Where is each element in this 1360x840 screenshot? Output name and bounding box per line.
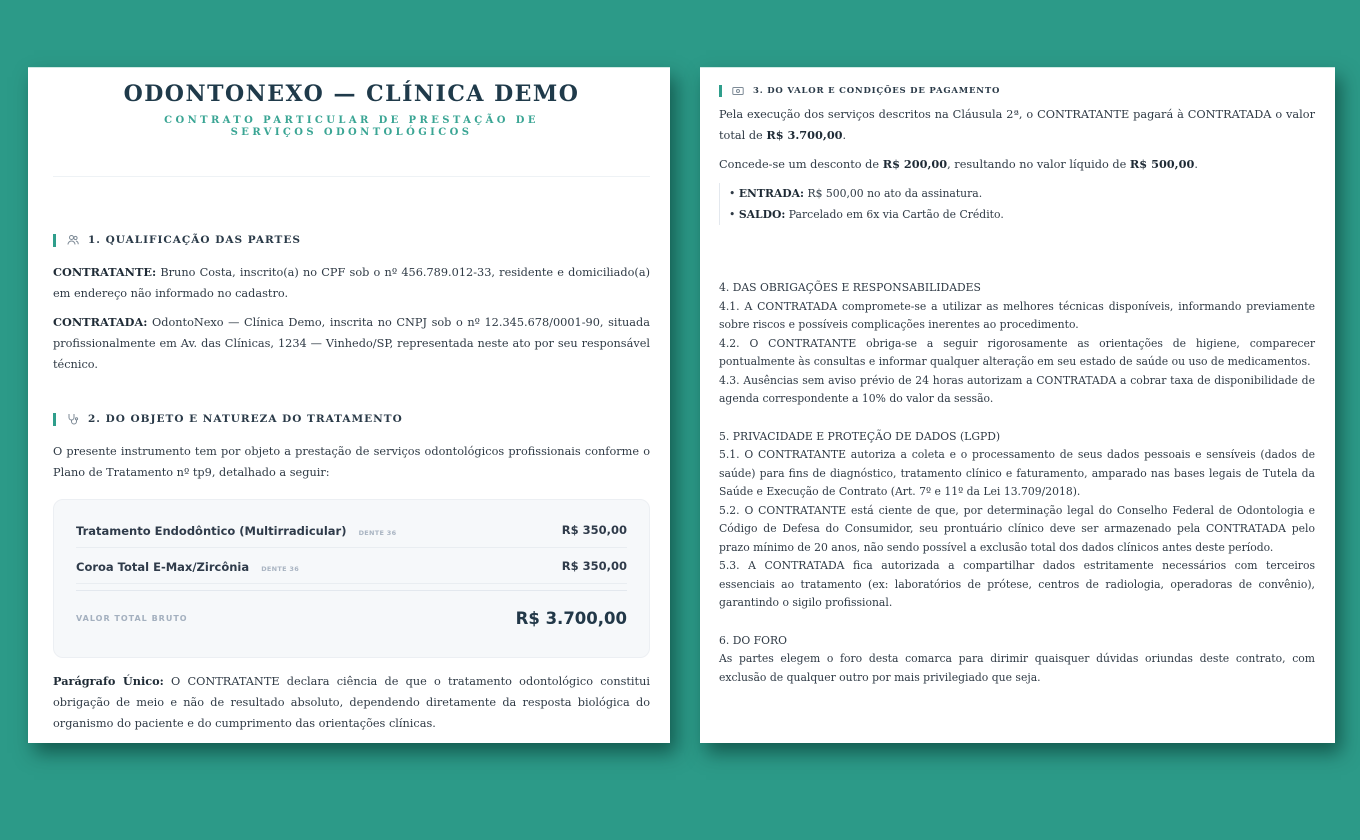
item-name: Coroa Total E-Max/Zircônia	[76, 560, 250, 574]
clause-item: 4.3. Ausências sem aviso prévio de 24 horas autorizam a CONTRATADA a cobrar taxa de disponibilidade de agenda correspondente a 10% do valor da sessão.	[719, 373, 1315, 405]
clause-4	[719, 279, 1315, 409]
payment-total-paragraph	[719, 104, 1315, 146]
contratante-text: Bruno Costa, inscrito(a) no CPF sob o nº 456.789.012-33, residente e domiciliado(a) em endereço não informado no cadastro.	[53, 266, 650, 300]
section-2-heading	[53, 411, 650, 427]
payment-label: ENTRADA:	[738, 187, 805, 200]
document-subtitle: CONTRATO PARTICULAR DE PRESTAÇÃO DE SERVIÇOS ODONTOLÓGICOS	[164, 115, 539, 138]
clause-5	[719, 428, 1315, 613]
section-accent-bar	[53, 413, 56, 426]
treatment-item-row	[76, 512, 627, 548]
section-title: 3. DO VALOR E CONDIÇÕES DE PAGAMENTO	[753, 86, 1001, 96]
section-title: 2. DO OBJETO E NATUREZA DO TRATAMENTO	[88, 413, 403, 425]
punctuation: .	[1194, 158, 1198, 171]
section-accent-bar	[719, 85, 722, 97]
header-divider	[53, 176, 650, 177]
contratada-text: OdontoNexo — Clínica Demo, inscrita no CNPJ sob o nº 12.345.678/0001-90, situada profissionalmente em Av. das Clínicas, 1234 — Vinhedo/SP, representada neste ato por seu responsável técnico.	[53, 316, 650, 371]
clause-item: As partes elegem o foro desta comarca para dirimir quaisquer dúvidas oriundas deste contrato, com exclusão de qualquer outro por mais privilegiado que seja.	[719, 652, 1315, 684]
section-title: 1. QUALIFICAÇÃO DAS PARTES	[88, 234, 301, 246]
discount-paragraph	[719, 154, 1315, 175]
document-header	[53, 82, 650, 139]
paragraph-unico	[53, 671, 650, 734]
document-title: ODONTONEXO — CLÍNICA DEMO	[123, 81, 580, 107]
contratante-label: CONTRATANTE:	[53, 265, 157, 279]
payment-total-text: Pela execução dos serviços descritos na Cláusula 2ª, o CONTRATANTE pagará à CONTRATADA o valor total de	[719, 108, 1315, 142]
clause-title: 4. DAS OBRIGAÇÕES E RESPONSABILIDADES	[719, 281, 981, 294]
item-price: R$ 350,00	[561, 522, 627, 537]
discount-value: R$ 200,00	[882, 157, 948, 171]
treatment-items-box	[53, 499, 650, 658]
stethoscope-icon	[67, 413, 79, 425]
discount-text-mid: , resultando no valor líquido de	[947, 158, 1130, 171]
total-row	[76, 591, 627, 645]
payment-item-saldo: • SALDO: Parcelado em 6x via Cartão de Crédito.	[729, 208, 1004, 221]
clause-item: 5.2. O CONTRATANTE está ciente de que, por determinação legal do Conselho Federal de Odontologia e Código de Defesa do Consumidor, seu prontuário clínico deve ser armazenado pela CONTRATADA pelo prazo mínimo de 20 anos, não sendo possível a exclusão total dos dados clínicos antes deste período.	[719, 503, 1315, 554]
section-3-heading	[719, 84, 1315, 98]
net-value: R$ 500,00	[1129, 157, 1195, 171]
contract-page-1	[28, 67, 670, 743]
discount-text: Concede-se um desconto de	[719, 158, 883, 171]
total-label: VALOR TOTAL BRUTO	[76, 613, 188, 623]
users-icon	[67, 234, 79, 246]
total-value: R$ 3.700,00	[515, 608, 627, 628]
clause-title: 6. DO FORO	[719, 633, 787, 647]
punctuation: .	[842, 129, 847, 142]
tooth-tag: DENTE 36	[261, 565, 300, 573]
paragraph-unico-text: O CONTRATANTE declara ciência de que o tratamento odontológico constitui obrigação de meio e não de resultado absoluto, dependendo diretamente da resposta biológica do organismo do paciente e do cumprimento das orientações clínicas.	[53, 675, 650, 730]
clause-item: 4.1. A CONTRATADA compromete-se a utilizar as melhores técnicas disponíveis, informando previamente sobre riscos e possíveis complicações inerentes ao procedimento.	[719, 299, 1315, 331]
clause-title: 5. PRIVACIDADE E PROTEÇÃO DE DADOS (LGPD)	[719, 429, 1001, 443]
contratada-label: CONTRATADA:	[53, 315, 148, 329]
tooth-tag: DENTE 36	[358, 529, 397, 537]
payment-conditions-list	[719, 183, 1315, 225]
payment-item-entrada: • ENTRADA: R$ 500,00 no ato da assinatura.	[729, 187, 983, 200]
payment-total-value: R$ 3.700,00	[766, 128, 843, 142]
contratada-paragraph	[53, 312, 650, 375]
section-1-heading	[53, 232, 650, 248]
paragraph-unico-label: Parágrafo Único:	[53, 674, 164, 688]
payment-label: SALDO:	[738, 208, 786, 221]
contratante-paragraph	[53, 262, 650, 304]
clause-item: 5.3. A CONTRATADA fica autorizada a compartilhar dados estritamente necessários com terceiros essenciais ao tratamento (ex: laboratórios de prótese, centros de radiologia, operadoras de convênio), garantindo o sigilo profissional.	[719, 559, 1315, 609]
payment-text: Parcelado em 6x via Cartão de Crédito.	[785, 208, 1004, 221]
clause-6	[719, 632, 1315, 688]
payment-text: R$ 500,00 no ato da assinatura.	[804, 187, 983, 200]
treatment-item-row	[76, 548, 627, 584]
item-price: R$ 350,00	[561, 558, 627, 573]
contract-page-2	[700, 67, 1335, 743]
money-icon	[732, 85, 744, 97]
clause-item: 4.2. O CONTRATANTE obriga-se a seguir rigorosamente as orientações de higiene, comparecer pontualmente às consultas e informar qualquer alteração em seu estado de saúde ou uso de medicamentos.	[719, 336, 1315, 368]
object-intro: O presente instrumento tem por objeto a prestação de serviços odontológicos profissionais conforme o Plano de Tratamento nº tp9, detalhado a seguir:	[53, 445, 650, 479]
clause-item: 5.1. O CONTRATANTE autoriza a coleta e o processamento de seus dados pessoais e sensíveis (dados de saúde) para fins de diagnóstico, tratamento clínico e faturamento, amparado nas bases legais de Tutela da Saúde e Execução de Contrato (Art. 7º e 11º da Lei 13.709/2018).	[719, 448, 1315, 498]
section-accent-bar	[53, 234, 56, 247]
item-name: Tratamento Endodôntico (Multirradicular)	[76, 524, 347, 538]
